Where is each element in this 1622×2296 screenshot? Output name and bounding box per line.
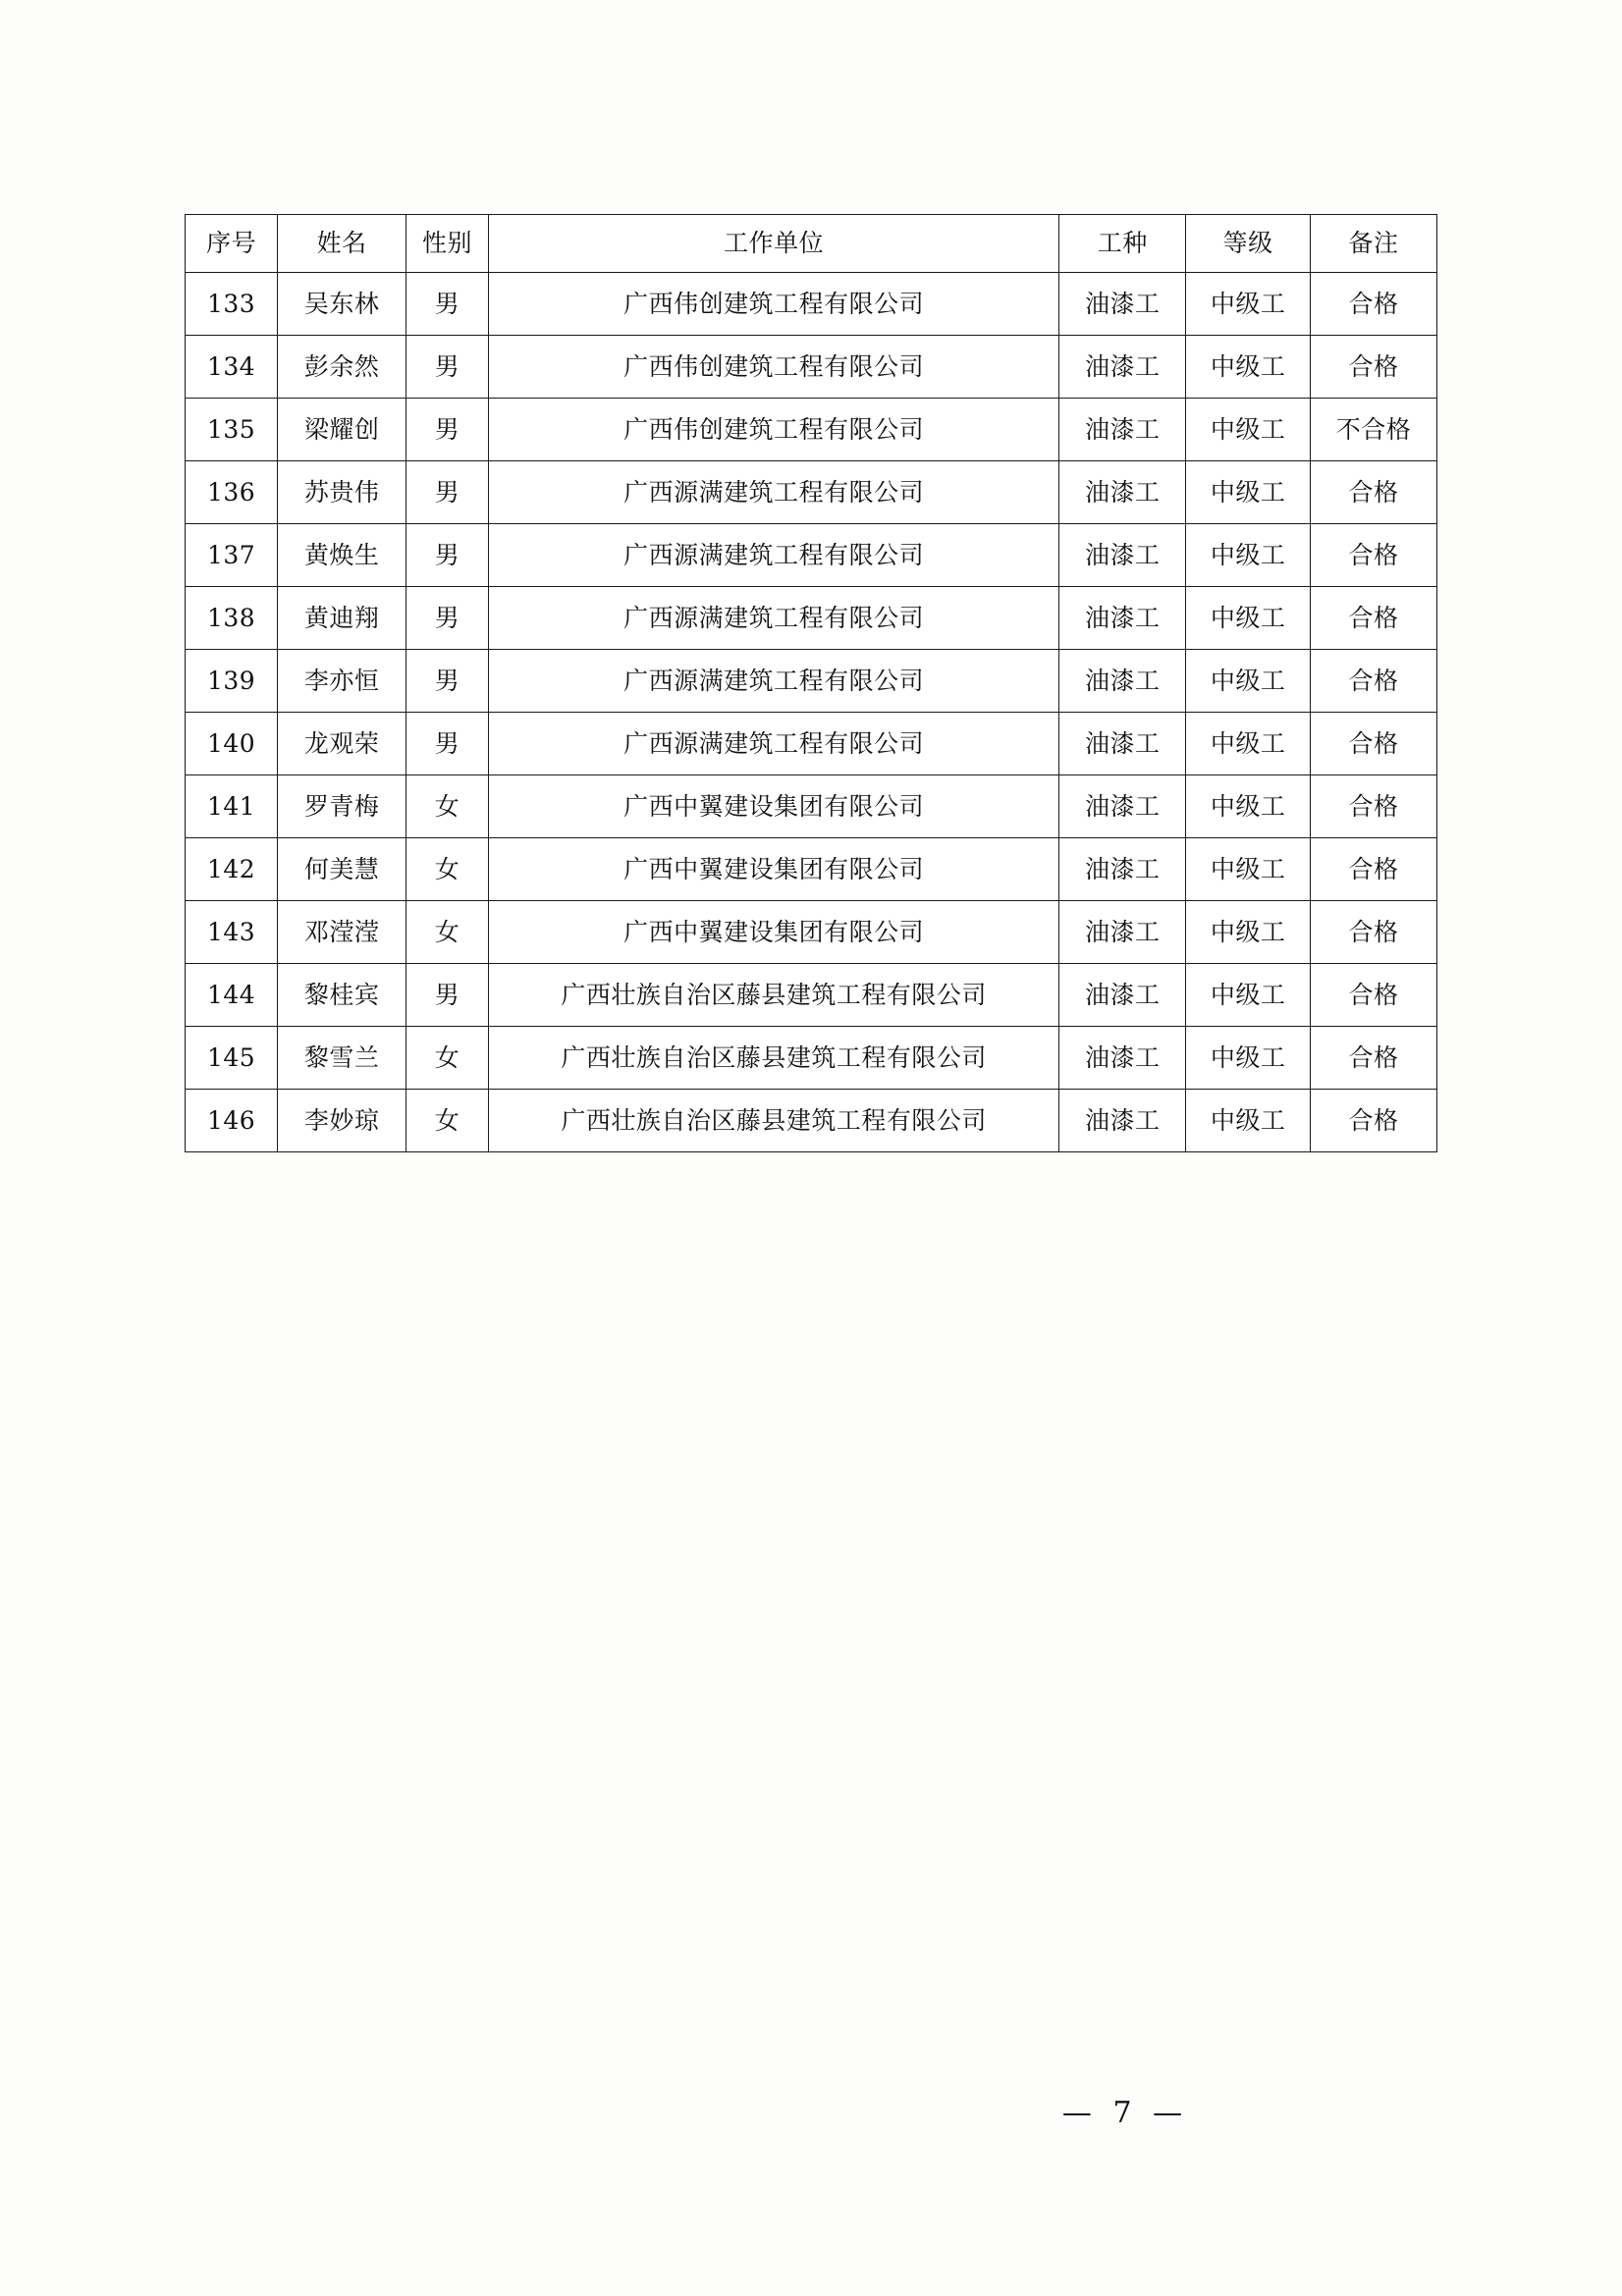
cell-note: 合格 <box>1311 713 1437 775</box>
cell-note: 合格 <box>1311 461 1437 524</box>
cell-unit: 广西源满建筑工程有限公司 <box>489 713 1059 775</box>
cell-type: 油漆工 <box>1059 399 1186 461</box>
column-header-name: 姓名 <box>278 215 406 273</box>
cell-level: 中级工 <box>1186 650 1311 713</box>
cell-level: 中级工 <box>1186 524 1311 587</box>
cell-type: 油漆工 <box>1059 713 1186 775</box>
cell-name: 李亦恒 <box>278 650 406 713</box>
cell-level: 中级工 <box>1186 587 1311 650</box>
cell-type: 油漆工 <box>1059 1090 1186 1152</box>
cell-note: 合格 <box>1311 650 1437 713</box>
cell-gender: 男 <box>406 336 489 399</box>
cell-type: 油漆工 <box>1059 273 1186 336</box>
cell-unit: 广西中翼建设集团有限公司 <box>489 775 1059 838</box>
cell-seq: 139 <box>186 650 278 713</box>
cell-unit: 广西壮族自治区藤县建筑工程有限公司 <box>489 1027 1059 1090</box>
cell-type: 油漆工 <box>1059 461 1186 524</box>
table-row <box>186 336 1437 399</box>
cell-type: 油漆工 <box>1059 775 1186 838</box>
cell-seq: 141 <box>186 775 278 838</box>
cell-name: 黎桂宾 <box>278 964 406 1027</box>
cell-gender: 男 <box>406 650 489 713</box>
cell-seq: 138 <box>186 587 278 650</box>
table-row <box>186 1027 1437 1090</box>
cell-seq: 137 <box>186 524 278 587</box>
table-header-row <box>186 215 1437 273</box>
cell-name: 龙观荣 <box>278 713 406 775</box>
table-row <box>186 775 1437 838</box>
cell-seq: 133 <box>186 273 278 336</box>
cell-level: 中级工 <box>1186 713 1311 775</box>
cell-seq: 146 <box>186 1090 278 1152</box>
page-number-text: — 7 — <box>1061 2096 1189 2130</box>
cell-note: 合格 <box>1311 524 1437 587</box>
cell-name: 李妙琼 <box>278 1090 406 1152</box>
cell-name: 苏贵伟 <box>278 461 406 524</box>
cell-name: 梁耀创 <box>278 399 406 461</box>
cell-note: 合格 <box>1311 1090 1437 1152</box>
cell-type: 油漆工 <box>1059 964 1186 1027</box>
cell-name: 邓滢滢 <box>278 901 406 964</box>
cell-level: 中级工 <box>1186 399 1311 461</box>
cell-seq: 134 <box>186 336 278 399</box>
cell-seq: 145 <box>186 1027 278 1090</box>
cell-seq: 135 <box>186 399 278 461</box>
cell-level: 中级工 <box>1186 838 1311 901</box>
cell-gender: 女 <box>406 1090 489 1152</box>
table-row <box>186 650 1437 713</box>
cell-unit: 广西源满建筑工程有限公司 <box>489 524 1059 587</box>
cell-seq: 143 <box>186 901 278 964</box>
cell-note: 合格 <box>1311 901 1437 964</box>
table-row <box>186 713 1437 775</box>
table-row <box>186 399 1437 461</box>
cell-type: 油漆工 <box>1059 524 1186 587</box>
cell-seq: 136 <box>186 461 278 524</box>
cell-name: 彭余然 <box>278 336 406 399</box>
cell-level: 中级工 <box>1186 1090 1311 1152</box>
cell-gender: 女 <box>406 775 489 838</box>
cell-unit: 广西中翼建设集团有限公司 <box>489 838 1059 901</box>
cell-type: 油漆工 <box>1059 1027 1186 1090</box>
cell-name: 何美慧 <box>278 838 406 901</box>
cell-note: 合格 <box>1311 336 1437 399</box>
column-header-seq: 序号 <box>186 215 278 273</box>
cell-unit: 广西源满建筑工程有限公司 <box>489 650 1059 713</box>
cell-note: 合格 <box>1311 273 1437 336</box>
table-body <box>186 273 1437 1152</box>
cell-type: 油漆工 <box>1059 650 1186 713</box>
table-row <box>186 901 1437 964</box>
cell-level: 中级工 <box>1186 964 1311 1027</box>
cell-gender: 男 <box>406 964 489 1027</box>
cell-unit: 广西伟创建筑工程有限公司 <box>489 336 1059 399</box>
table-header <box>186 215 1437 273</box>
cell-gender: 女 <box>406 1027 489 1090</box>
cell-seq: 140 <box>186 713 278 775</box>
cell-type: 油漆工 <box>1059 901 1186 964</box>
cell-name: 罗青梅 <box>278 775 406 838</box>
cell-note: 合格 <box>1311 587 1437 650</box>
cell-note: 合格 <box>1311 1027 1437 1090</box>
cell-gender: 男 <box>406 273 489 336</box>
cell-gender: 女 <box>406 838 489 901</box>
cell-note: 合格 <box>1311 775 1437 838</box>
roster-table-container <box>185 214 1437 1152</box>
table-row <box>186 1090 1437 1152</box>
cell-type: 油漆工 <box>1059 587 1186 650</box>
column-header-note: 备注 <box>1311 215 1437 273</box>
cell-unit: 广西中翼建设集团有限公司 <box>489 901 1059 964</box>
cell-name: 吴东林 <box>278 273 406 336</box>
table-row <box>186 461 1437 524</box>
cell-level: 中级工 <box>1186 1027 1311 1090</box>
cell-gender: 男 <box>406 399 489 461</box>
column-header-unit: 工作单位 <box>489 215 1059 273</box>
cell-name: 黎雪兰 <box>278 1027 406 1090</box>
column-header-level: 等级 <box>1186 215 1311 273</box>
table-row <box>186 587 1437 650</box>
column-header-gender: 性别 <box>406 215 489 273</box>
cell-level: 中级工 <box>1186 775 1311 838</box>
cell-name: 黄焕生 <box>278 524 406 587</box>
cell-gender: 男 <box>406 587 489 650</box>
cell-type: 油漆工 <box>1059 838 1186 901</box>
cell-type: 油漆工 <box>1059 336 1186 399</box>
cell-level: 中级工 <box>1186 336 1311 399</box>
cell-name: 黄迪翔 <box>278 587 406 650</box>
table-row <box>186 273 1437 336</box>
page-number <box>0 2096 1622 2130</box>
cell-seq: 144 <box>186 964 278 1027</box>
cell-unit: 广西源满建筑工程有限公司 <box>489 587 1059 650</box>
cell-unit: 广西伟创建筑工程有限公司 <box>489 273 1059 336</box>
cell-level: 中级工 <box>1186 273 1311 336</box>
cell-note: 合格 <box>1311 964 1437 1027</box>
cell-gender: 男 <box>406 524 489 587</box>
cell-level: 中级工 <box>1186 461 1311 524</box>
roster-table <box>185 214 1437 1152</box>
cell-unit: 广西伟创建筑工程有限公司 <box>489 399 1059 461</box>
cell-gender: 男 <box>406 713 489 775</box>
table-row <box>186 838 1437 901</box>
table-row <box>186 964 1437 1027</box>
cell-unit: 广西壮族自治区藤县建筑工程有限公司 <box>489 1090 1059 1152</box>
cell-level: 中级工 <box>1186 901 1311 964</box>
cell-unit: 广西源满建筑工程有限公司 <box>489 461 1059 524</box>
cell-note: 合格 <box>1311 838 1437 901</box>
cell-unit: 广西壮族自治区藤县建筑工程有限公司 <box>489 964 1059 1027</box>
column-header-type: 工种 <box>1059 215 1186 273</box>
cell-gender: 女 <box>406 901 489 964</box>
cell-seq: 142 <box>186 838 278 901</box>
cell-gender: 男 <box>406 461 489 524</box>
cell-note: 不合格 <box>1311 399 1437 461</box>
table-row <box>186 524 1437 587</box>
